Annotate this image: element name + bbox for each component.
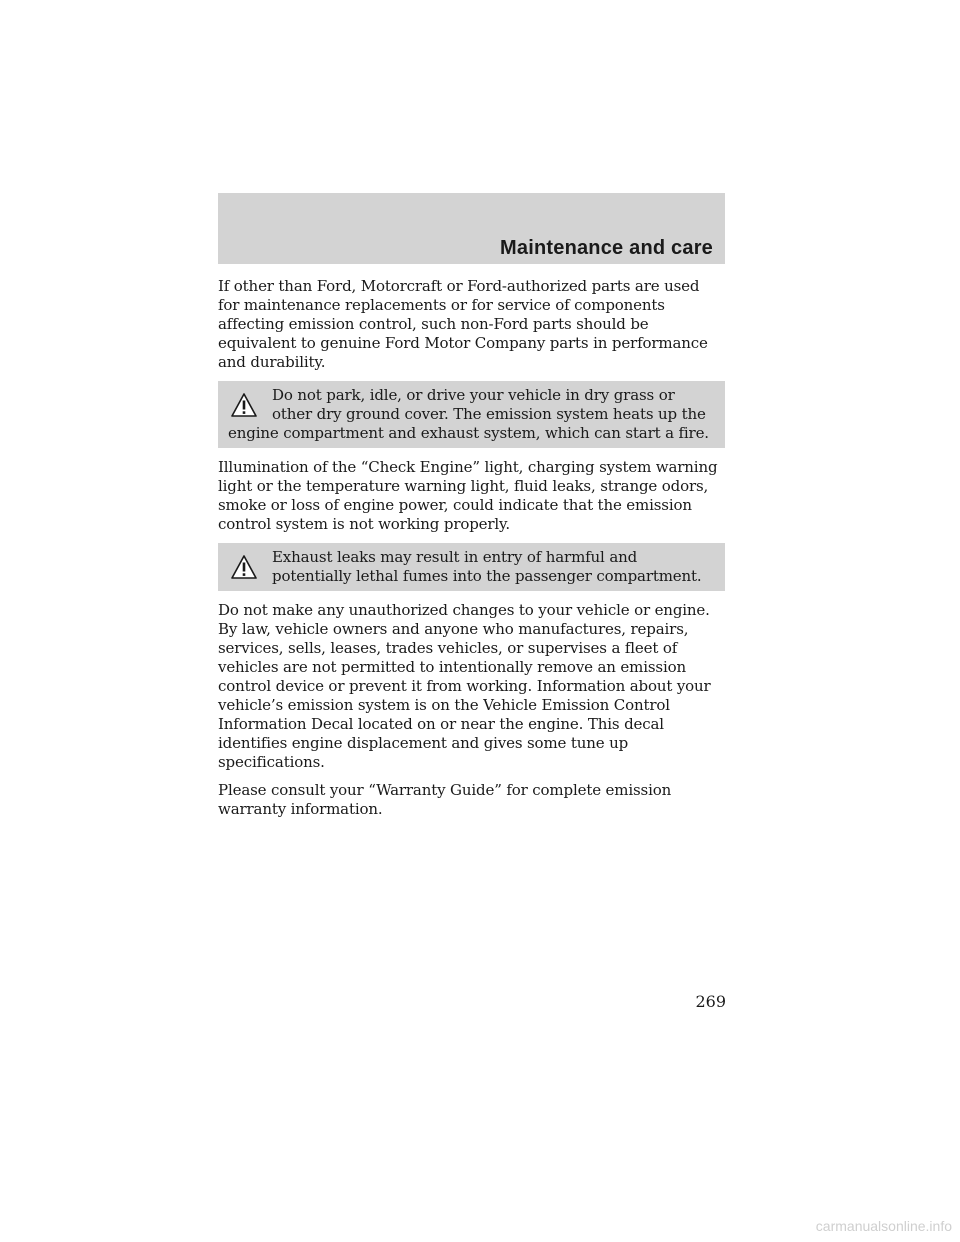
paragraph-unauthorized-changes: Do not make any unauthorized changes to your vehicle or engine. By law, vehicle owners and anyone who manufactures, repairs, services, sells, leases, trades vehicles, or supervises a fleet of vehicles are not permitted to intentionally remove an emission control device or prevent it from working. Information about your vehicle’s emission system is on the Vehicle Emission Control Information Decal located on or near the engine. This decal identifies engine displacement and gives some tune up specifications. bbox=[218, 601, 711, 771]
warning-triangle-icon bbox=[230, 392, 258, 418]
warning-text: Do not park, idle, or drive your vehicle in dry grass or other dry ground cover. The emission system heats up the engine compartment and exhaust system, which can start a fire. bbox=[228, 386, 709, 442]
warning-box-fire bbox=[218, 381, 725, 448]
page-number: 269 bbox=[695, 992, 726, 1011]
warning-triangle-icon bbox=[230, 554, 258, 580]
paragraph-check-engine: Illumination of the “Check Engine” light, charging system warning light or the temperature warning light, fluid leaks, strange odors, smoke or loss of engine power, could indicate that the emission control system is not working properly. bbox=[218, 458, 718, 533]
watermark: carmanualsonline.info bbox=[815, 1218, 952, 1234]
paragraph-parts: If other than Ford, Motorcraft or Ford-authorized parts are used for maintenance replacements or for service of components affecting emission control, such non-Ford parts should be equivalent to genuine Ford Motor Company parts in performance and durability. bbox=[218, 277, 708, 371]
page-content bbox=[218, 277, 725, 828]
warning-box-exhaust bbox=[218, 543, 725, 591]
warning-text: Exhaust leaks may result in entry of harmful and potentially lethal fumes into the passenger compartment. bbox=[272, 548, 702, 585]
section-title: Maintenance and care bbox=[500, 237, 713, 259]
section-header bbox=[218, 193, 725, 264]
paragraph-warranty-guide: Please consult your “Warranty Guide” for complete emission warranty information. bbox=[218, 781, 672, 818]
